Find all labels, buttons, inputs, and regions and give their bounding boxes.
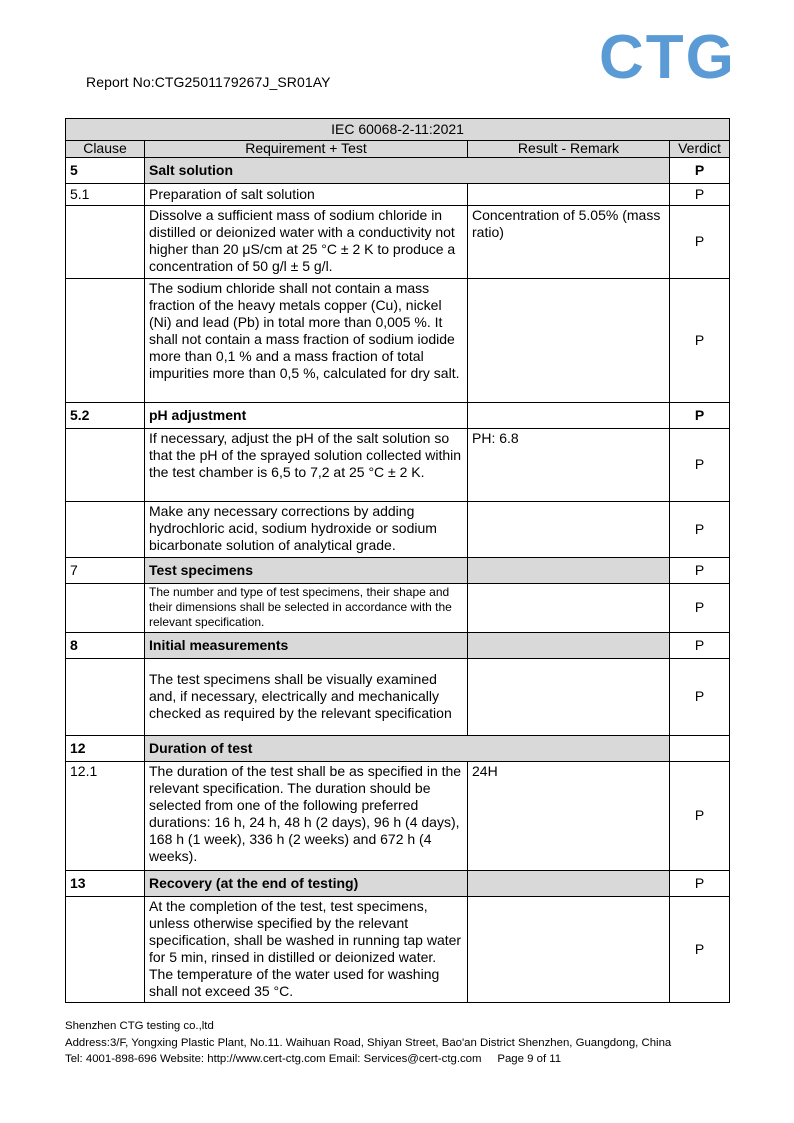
footer-contact-line xyxy=(65,1051,671,1068)
section-row xyxy=(66,871,730,897)
clause-cell: 13 xyxy=(66,871,145,897)
result-cell: PH: 6.8 xyxy=(468,429,670,502)
ctg-logo: CTG xyxy=(599,23,736,92)
result-cell: Concentration of 5.05% (mass ratio) xyxy=(468,206,670,279)
requirement-cell: The number and type of test specimens, their shape and their dimensions shall be selected in accordance with the relevant specification. xyxy=(145,584,468,633)
verdict-cell: P xyxy=(670,584,730,633)
verdict-cell: P xyxy=(670,659,730,736)
verdict-cell xyxy=(670,736,730,762)
verdict-cell: P xyxy=(670,633,730,659)
footer-address: Address:3/F, Yongxing Plastic Plant, No.11. Waihuan Road, Shiyan Street, Bao'an District Shenzhen, Guangdong, China xyxy=(65,1036,672,1049)
column-header-verdict: Verdict xyxy=(670,141,730,158)
result-cell xyxy=(468,558,670,584)
section-title: Salt solution xyxy=(145,158,670,184)
verdict-cell: P xyxy=(670,206,730,279)
result-cell xyxy=(468,184,670,206)
requirement-cell: The sodium chloride shall not contain a mass fraction of the heavy metals copper (Cu), nickel (Ni) and lead (Pb) in total more than 0,005 %. It shall not contain a mass fraction of sodium iodide more than 0,1 % and a mass fraction of total impurities more than 0,5 %, calculated for dry salt. xyxy=(145,279,468,403)
clause-cell xyxy=(66,206,145,279)
verdict-cell: P xyxy=(670,871,730,897)
column-header-clause: Clause xyxy=(66,141,145,158)
clause-cell: 12.1 xyxy=(66,762,145,871)
result-cell xyxy=(468,279,670,403)
requirement-cell: If necessary, adjust the pH of the salt solution so that the pH of the sprayed solution collected within the test chamber is 6,5 to 7,2 at 25 °C ± 2 K. xyxy=(145,429,468,502)
requirement-cell: Preparation of salt solution xyxy=(145,184,468,206)
section-title: pH adjustment xyxy=(145,403,468,429)
requirement-cell: Make any necessary corrections by adding hydrochloric acid, sodium hydroxide or sodium bicarbonate solution of analytical grade. xyxy=(145,502,468,558)
result-cell xyxy=(468,897,670,1003)
clause-cell: 7 xyxy=(66,558,145,584)
report-number: Report No:CTG2501179267J_SR01AY xyxy=(86,74,331,90)
verdict-cell: P xyxy=(670,502,730,558)
clause-cell xyxy=(66,584,145,633)
clause-cell xyxy=(66,429,145,502)
clause-cell: 5.2 xyxy=(66,403,145,429)
clause-cell xyxy=(66,659,145,736)
test-results-table xyxy=(65,118,730,1003)
verdict-cell: P xyxy=(670,279,730,403)
page-number: Page 9 of 11 xyxy=(497,1053,562,1065)
section-row xyxy=(66,403,730,429)
clause-cell: 5 xyxy=(66,158,145,184)
result-cell xyxy=(468,502,670,558)
standard-title: IEC 60068-2-11:2021 xyxy=(66,119,730,141)
result-cell: 24H xyxy=(468,762,670,871)
result-cell xyxy=(468,871,670,897)
footer-contact: Tel: 4001-898-696 Website: http://www.cert-ctg.com Email: Services@cert-ctg.com xyxy=(65,1053,482,1065)
section-title: Duration of test xyxy=(145,736,670,762)
verdict-cell: P xyxy=(670,762,730,871)
table-row xyxy=(66,897,730,1003)
clause-cell: 12 xyxy=(66,736,145,762)
verdict-cell: P xyxy=(670,897,730,1003)
requirement-cell: At the completion of the test, test specimens, unless otherwise specified by the relevant specification, shall be washed in running tap water for 5 min, rinsed in distilled or deionized water. The temperature of the water used for washing shall not exceed 35 °C. xyxy=(145,897,468,1003)
section-title: Initial measurements xyxy=(145,633,468,659)
footer-company: Shenzhen CTG testing co.,ltd xyxy=(65,1020,214,1032)
clause-cell: 8 xyxy=(66,633,145,659)
verdict-cell: P xyxy=(670,558,730,584)
result-cell xyxy=(468,633,670,659)
section-row xyxy=(66,633,730,659)
verdict-cell: P xyxy=(670,184,730,206)
result-cell xyxy=(468,659,670,736)
requirement-cell: The duration of the test shall be as specified in the relevant specification. The duration should be selected from one of the following preferred durations: 16 h, 24 h, 48 h (2 days), 96 h (4 days), 168 h (1 week), 336 h (2 weeks) and 672 h (4 weeks). xyxy=(145,762,468,871)
clause-cell xyxy=(66,897,145,1003)
section-row xyxy=(66,158,730,184)
table-row xyxy=(66,762,730,871)
result-cell xyxy=(468,403,670,429)
column-header-result: Result - Remark xyxy=(468,141,670,158)
result-cell xyxy=(468,584,670,633)
verdict-cell: P xyxy=(670,158,730,184)
verdict-cell: P xyxy=(670,403,730,429)
page-footer xyxy=(65,1018,671,1068)
requirement-cell: Dissolve a sufficient mass of sodium chloride in distilled or deionized water with a conductivity not higher than 20 μS/cm at 25 °C ± 2 K to produce a concentration of 50 g/l ± 5 g/l. xyxy=(145,206,468,279)
section-row xyxy=(66,558,730,584)
table-row xyxy=(66,502,730,558)
verdict-cell: P xyxy=(670,429,730,502)
requirement-cell: The test specimens shall be visually examined and, if necessary, electrically and mechanically checked as required by the relevant specification xyxy=(145,659,468,736)
clause-cell: 5.1 xyxy=(66,184,145,206)
section-title: Test specimens xyxy=(145,558,468,584)
section-row xyxy=(66,736,730,762)
table-row xyxy=(66,584,730,633)
table-row xyxy=(66,206,730,279)
table-row xyxy=(66,659,730,736)
table-row xyxy=(66,184,730,206)
clause-cell xyxy=(66,502,145,558)
column-header-requirement: Requirement + Test xyxy=(145,141,468,158)
table-row xyxy=(66,429,730,502)
clause-cell xyxy=(66,279,145,403)
section-title: Recovery (at the end of testing) xyxy=(145,871,468,897)
table-row xyxy=(66,279,730,403)
